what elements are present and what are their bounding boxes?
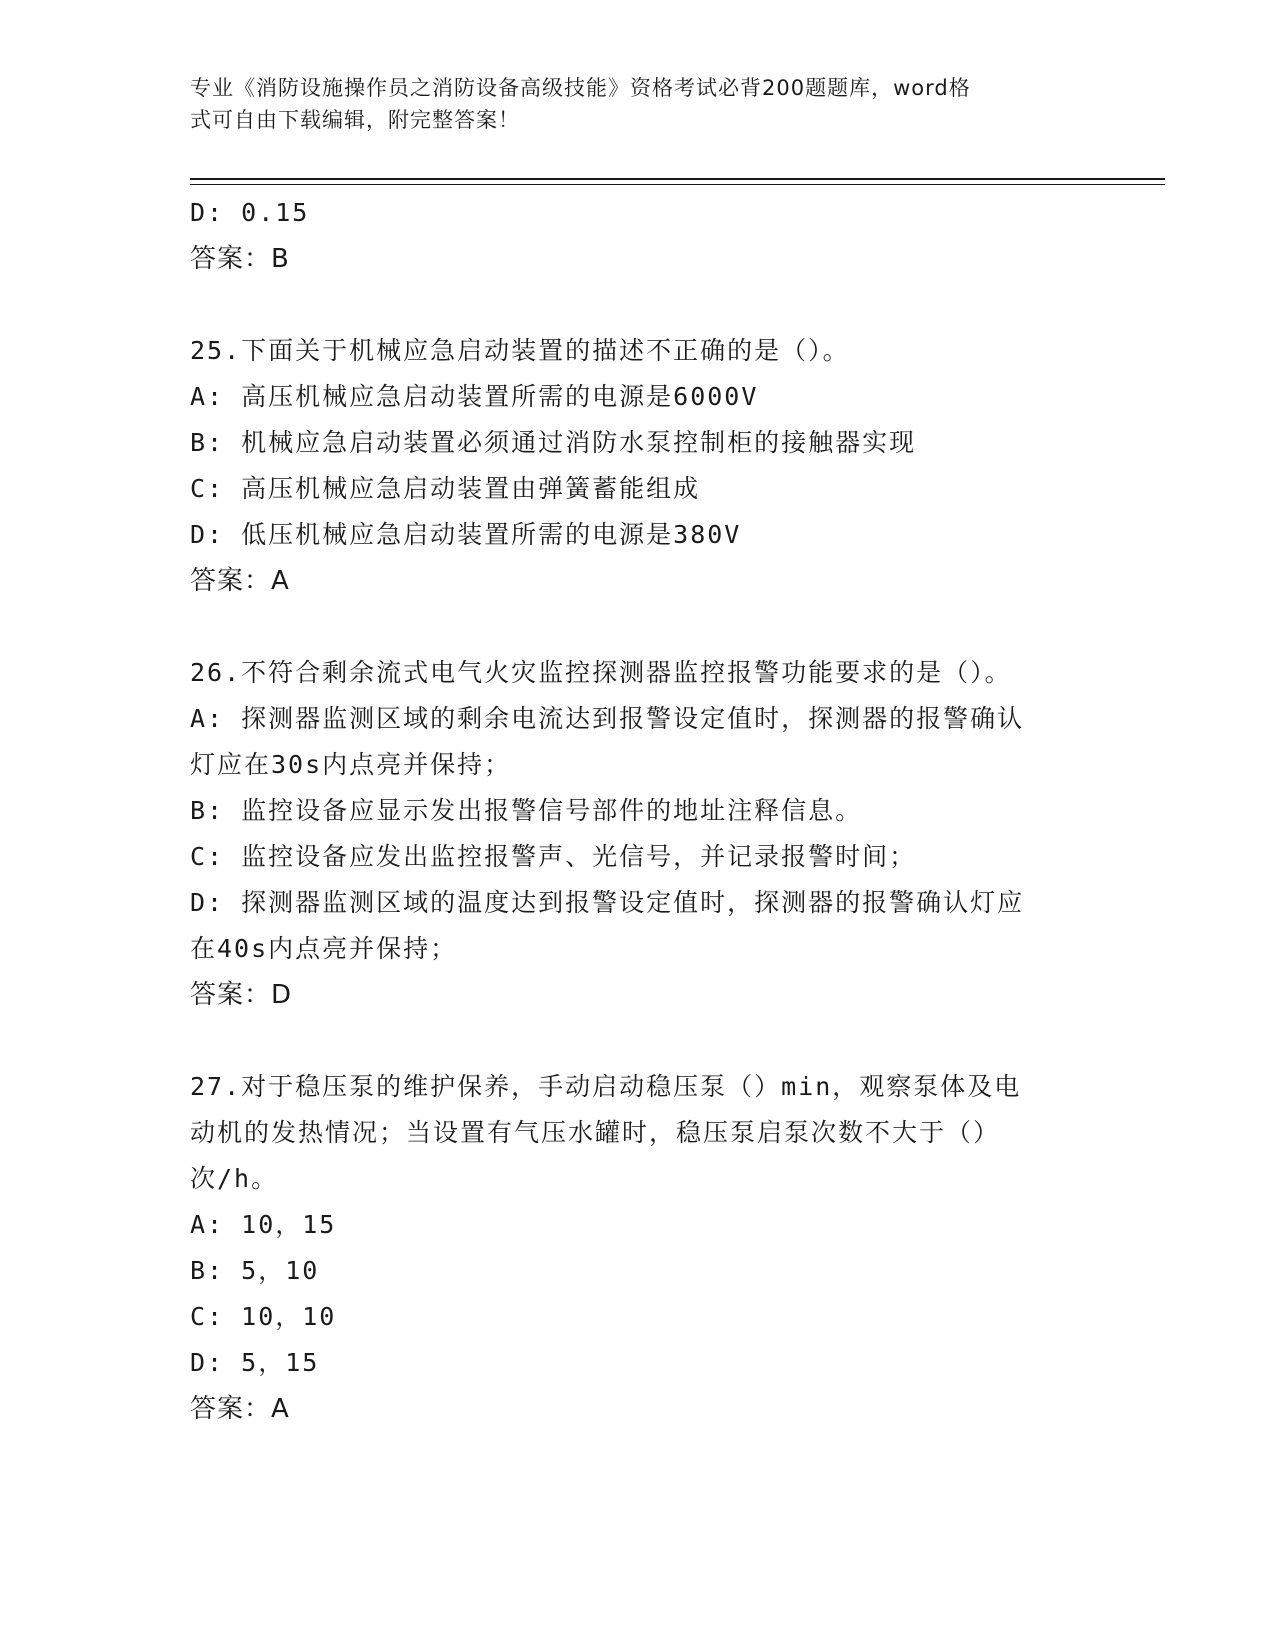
header-line-2: 式可自由下载编辑，附完整答案！ [190,108,520,132]
option-a-line-1: A: 探测器监测区域的剩余电流达到报警设定值时，探测器的报警确认 [190,704,1025,733]
answer-line: 答案：B [190,244,290,274]
document-body [190,190,1090,1432]
question-block-prev [190,190,1090,282]
option-d: D: 0.15 [190,198,310,227]
option-c: C: 监控设备应发出监控报警声、光信号，并记录报警时间； [190,842,917,871]
question-stem: 25.下面关于机械应急启动装置的描述不正确的是（）。 [190,336,850,365]
option-d-line-2: 在40s内点亮并保持； [190,934,458,963]
option-d-line-1: D: 探测器监测区域的温度达到报警设定值时，探测器的报警确认灯应 [190,888,1025,917]
question-block-27 [190,1064,1090,1432]
question-block-25 [190,328,1090,604]
option-c: C: 高压机械应急启动装置由弹簧蓄能组成 [190,474,701,503]
option-b: B: 监控设备应显示发出报警信号部件的地址注释信息。 [190,796,863,825]
option-a-line-2: 灯应在30s内点亮并保持； [190,750,512,779]
header-rule-thin [190,184,1165,185]
option-d: D: 5，15 [190,1348,320,1377]
option-a: A: 10，15 [190,1210,337,1239]
answer-line: 答案：A [190,566,290,596]
option-a: A: 高压机械应急启动装置所需的电源是6000V [190,382,759,411]
document-header [190,72,1090,136]
header-line-1: 专业《消防设施操作员之消防设备高级技能》资格考试必背200题题库，word格 [190,76,971,100]
option-c: C: 10，10 [190,1302,337,1331]
header-rule-thick [190,178,1165,180]
answer-line: 答案：D [190,980,293,1010]
question-block-26 [190,650,1090,1018]
spacer [190,604,1090,650]
answer-line: 答案：A [190,1394,290,1424]
option-b: B: 5，10 [190,1256,320,1285]
question-stem-line-3: 次/h。 [190,1164,279,1193]
question-stem: 26.不符合剩余流式电气火灾监控探测器监控报警功能要求的是（）。 [190,658,1012,687]
spacer [190,282,1090,328]
question-stem-line-1: 27.对于稳压泵的维护保养，手动启动稳压泵（）min，观察泵体及电 [190,1072,1022,1101]
spacer [190,1018,1090,1064]
option-d: D: 低压机械应急启动装置所需的电源是380V [190,520,742,549]
question-stem-line-2: 动机的发热情况；当设置有气压水罐时，稳压泵启泵次数不大于（） [190,1118,1001,1147]
option-b: B: 机械应急启动装置必须通过消防水泵控制柜的接触器实现 [190,428,917,457]
